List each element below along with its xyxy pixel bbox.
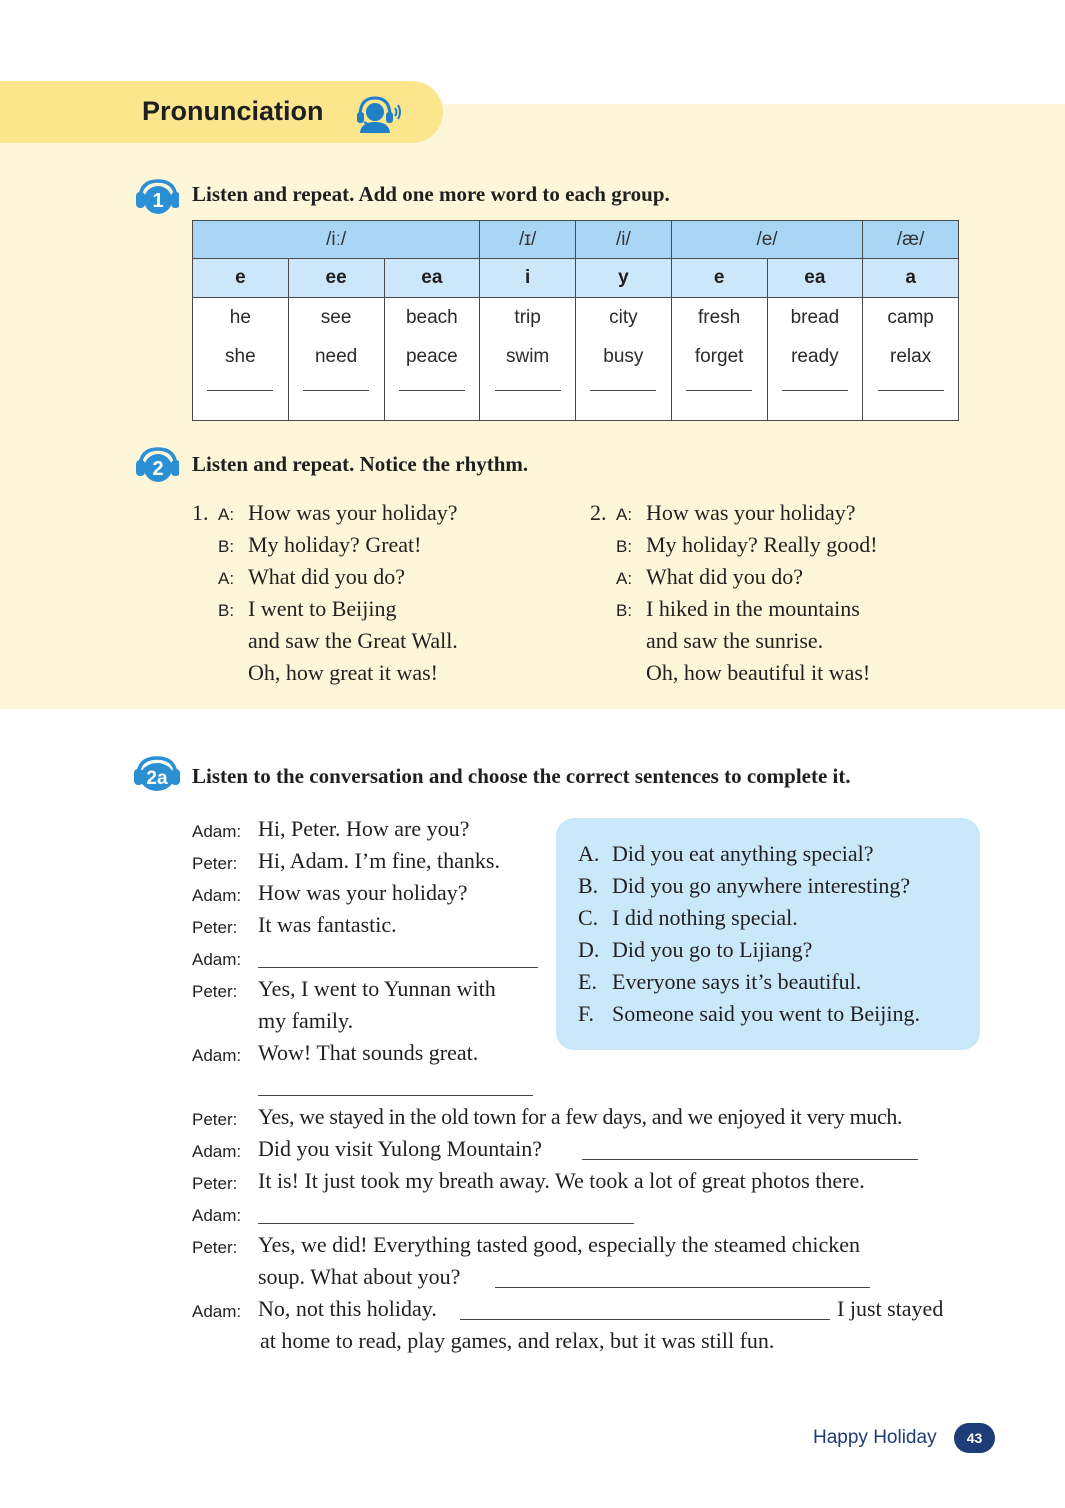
speaker-label: A: (218, 505, 235, 524)
word: city (609, 307, 638, 328)
word-group (480, 298, 576, 421)
answer-blank[interactable] (590, 390, 656, 391)
conversation-line: It is! It just took my breath away. We took a lot of great photos there. (258, 1168, 865, 1193)
answer-blank[interactable] (782, 390, 848, 391)
dialogue-text: My holiday? Great! (248, 532, 422, 557)
speaker-label: B: (616, 601, 633, 620)
word: busy (603, 346, 644, 367)
footer-unit-title: Happy Holiday (813, 1427, 937, 1448)
answer-blank[interactable] (258, 1223, 634, 1224)
spelling-cell: i (480, 259, 576, 298)
dialogue-text: Oh, how great it was! (248, 660, 439, 685)
exercise-2-badge-icon (135, 444, 179, 488)
dialogue-number: 2. (590, 500, 607, 525)
word-group (671, 298, 767, 421)
speaker-adam: Adam: (192, 1046, 242, 1065)
word: she (225, 346, 256, 367)
conversation-line: No, not this holiday. (258, 1296, 437, 1321)
rhythm-dialogue-1 (192, 497, 458, 689)
exercise-1-number: 1 (152, 190, 164, 212)
conversation-line: Wow! That sounds great. (258, 1040, 479, 1065)
spelling-cell: a (863, 259, 959, 298)
spelling-cell: e (671, 259, 767, 298)
dialogue-number: 1. (192, 500, 209, 525)
word: swim (505, 346, 550, 367)
phoneme-cell: /æ/ (863, 221, 959, 259)
speaker-peter: Peter: (192, 982, 238, 1001)
answer-blank[interactable] (258, 1095, 533, 1096)
option-e: E. Everyone says it’s beautiful. (578, 969, 862, 994)
conversation-line: my family. (258, 1008, 354, 1033)
speaker-adam: Adam: (192, 822, 242, 841)
option-a: A. Did you eat anything special? (578, 841, 874, 866)
spelling-cell: e (193, 259, 289, 298)
conversation-line: It was fantastic. (258, 912, 397, 937)
word: he (229, 307, 251, 328)
answer-blank[interactable] (399, 390, 465, 391)
exercise-2-number: 2 (152, 458, 164, 480)
word: trip (514, 307, 541, 328)
option-d: D. Did you go to Lijiang? (578, 937, 813, 962)
word: bread (790, 307, 840, 328)
word: see (320, 307, 352, 328)
exercise-2a-number: 2a (146, 768, 168, 789)
conversation-line: How was your holiday? (258, 880, 468, 905)
speaker-label: B: (218, 537, 235, 556)
dialogue-text: and saw the Great Wall. (248, 628, 458, 653)
speaker-adam: Adam: (192, 1206, 242, 1225)
dialogue-text: What did you do? (248, 564, 406, 589)
speaker-label: A: (616, 569, 633, 588)
answer-blank[interactable] (582, 1159, 918, 1160)
conversation-line: I just stayed (837, 1296, 944, 1321)
speaker-adam: Adam: (192, 1142, 242, 1161)
word-group (576, 298, 672, 421)
speaker-adam: Adam: (192, 886, 242, 905)
dialogue-text: What did you do? (646, 564, 804, 589)
listening-headset-icon (352, 92, 402, 134)
conversation-line: Hi, Peter. How are you? (258, 816, 470, 841)
phoneme-cell: /iː/ (193, 221, 480, 259)
word: beach (405, 307, 458, 328)
option-b: B. Did you go anywhere interesting? (578, 873, 911, 898)
exercise-1-instruction: Listen and repeat. Add one more word to each group. (192, 182, 670, 206)
dialogue-text: How was your holiday? (248, 500, 458, 525)
speaker-peter: Peter: (192, 1238, 238, 1257)
conversation-line: Did you visit Yulong Mountain? (258, 1136, 542, 1161)
speaker-label: B: (616, 537, 633, 556)
answer-blank[interactable] (495, 390, 561, 391)
dialogue-text: I went to Beijing (248, 596, 397, 621)
answer-blank[interactable] (258, 967, 538, 968)
speaker-peter: Peter: (192, 918, 238, 937)
answer-blank[interactable] (460, 1319, 830, 1320)
conversation-line: soup. What about you? (258, 1264, 461, 1289)
phoneme-cell: /ɪ/ (480, 221, 576, 259)
exercise-2a-badge-icon (133, 753, 181, 797)
speaker-label: A: (616, 505, 633, 524)
answer-blank[interactable] (686, 390, 752, 391)
sound-table (192, 220, 959, 421)
speaker-peter: Peter: (192, 854, 238, 873)
word: camp (887, 307, 934, 328)
word: forget (694, 346, 744, 367)
option-c: C. I did nothing special. (578, 905, 798, 930)
rhythm-dialogue-2 (590, 497, 878, 689)
answer-blank[interactable] (878, 390, 944, 391)
spelling-cell: ea (767, 259, 863, 298)
conversation-line: Yes, I went to Yunnan with (258, 976, 496, 1001)
speaker-label: A: (218, 569, 235, 588)
speaker-adam: Adam: (192, 950, 242, 969)
phoneme-cell: /i/ (576, 221, 672, 259)
conversation-line: Yes, we stayed in the old town for a few days, and we enjoyed it very much. (258, 1104, 903, 1129)
speaker-label: B: (218, 601, 235, 620)
spelling-cell: ee (288, 259, 384, 298)
conversation-line: at home to read, play games, and relax, but it was still fun. (260, 1328, 775, 1353)
word-group (767, 298, 863, 421)
answer-blank[interactable] (495, 1287, 870, 1288)
page-number: 43 (954, 1423, 995, 1453)
exercise-2-instruction: Listen and repeat. Notice the rhythm. (192, 452, 529, 476)
section-title: Pronunciation (142, 96, 324, 126)
dialogue-text: and saw the sunrise. (646, 628, 824, 653)
option-f: F. Someone said you went to Beijing. (578, 1001, 920, 1026)
dialogue-text: How was your holiday? (646, 500, 856, 525)
word: relax (890, 346, 932, 367)
answer-blank[interactable] (207, 390, 273, 391)
word-group (193, 298, 289, 421)
word: peace (405, 346, 458, 367)
phoneme-cell: /e/ (671, 221, 863, 259)
speaker-peter: Peter: (192, 1110, 238, 1129)
conversation-line: Hi, Adam. I’m fine, thanks. (258, 848, 500, 873)
exercise-2a-instruction: Listen to the conversation and choose the correct sentences to complete it. (192, 764, 851, 788)
word-group (384, 298, 480, 421)
exercise-1-badge-icon (135, 176, 179, 220)
speaker-peter: Peter: (192, 1174, 238, 1193)
dialogue-text: My holiday? Really good! (646, 532, 878, 557)
word-group (863, 298, 959, 421)
spelling-cell: ea (384, 259, 480, 298)
dialogue-text: Oh, how beautiful it was! (646, 660, 871, 685)
word: fresh (698, 307, 741, 328)
speaker-adam: Adam: (192, 1302, 242, 1321)
spelling-cell: y (576, 259, 672, 298)
word: ready (791, 346, 839, 367)
conversation-line: Yes, we did! Everything tasted good, especially the steamed chicken (258, 1232, 860, 1257)
dialogue-text: I hiked in the mountains (646, 596, 860, 621)
answer-blank[interactable] (303, 390, 369, 391)
word: need (314, 346, 358, 367)
word-group (288, 298, 384, 421)
